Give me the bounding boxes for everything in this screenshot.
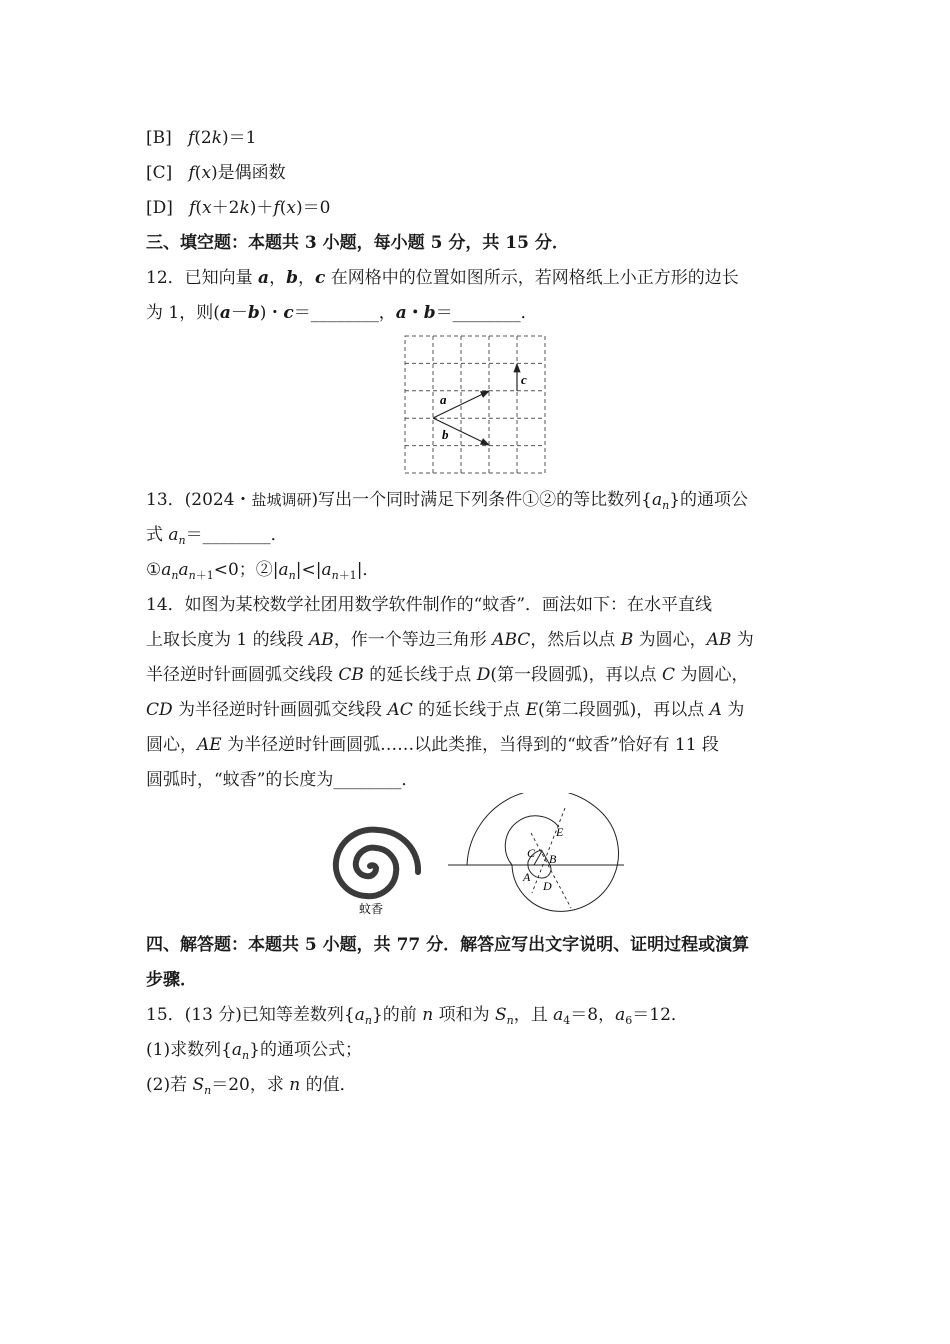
q15-text: (2)若 [146,1075,193,1095]
q15-text: }的前 [371,1005,423,1025]
q15-part2 [146,1074,357,1102]
q15-text: 15．(13 分)已知等差数列{ [146,1005,355,1025]
q12-vec-a: a [258,268,270,288]
q15-n: n [422,1005,434,1025]
q15-a: a [615,1005,626,1025]
q14-seg: AB [706,630,732,650]
label-c: c [521,372,527,387]
coil-spiral [336,830,418,897]
option-d-p2: ( [279,198,287,218]
point-e: E [556,825,564,839]
q12-dot: ・ [406,303,424,323]
q15-n: n [289,1075,301,1095]
q13-text: )写出一个同时满足下列条件①②的等比数列{ [311,490,652,510]
q14-text: 圆心， [146,735,197,755]
q14-pt: D [476,665,491,685]
q13-a: a [652,490,663,510]
q13-sub-n: n [178,534,186,547]
q14-seg: AC [387,700,413,720]
q15-a: a [553,1005,564,1025]
option-d-fn2: f [273,198,280,218]
q12-vec-b: b [247,303,260,323]
q14-seg: AE [197,735,222,755]
q12-vec-c: c [314,268,326,288]
option-d-p1: ( [195,198,203,218]
q12-text: 在网格中的位置如图所示，若网格纸上小正方形的边长 [325,268,739,288]
option-d [146,197,330,219]
q12-text: 12．已知向量 [146,268,259,288]
q14-text: 上取长度为 1 的线段 [146,630,310,650]
q14-pt: E [525,700,538,720]
q14-text: 为半径逆时针画圆弧……以此类推，当得到的“蚊香”恰好有 11 段 [221,735,719,755]
mosquito-coil-image [318,826,428,922]
q14-text: 为圆心， [675,665,749,685]
q12-blank-2: ＝________． [435,303,538,323]
q15-s: S [494,1005,507,1025]
q12-line1 [146,267,739,289]
option-b [146,127,257,149]
q15-a: a [231,1040,243,1060]
q12-vec-b: b [286,268,298,288]
q12-line2 [146,302,538,324]
q15-text: ＝12． [632,1005,688,1025]
q13-conditions [146,559,379,587]
option-d-close: )＋ [249,198,274,218]
q13-sub-n: n [188,569,196,582]
q13-sub-n: n [288,569,296,582]
q13-a: a [321,560,332,580]
option-c-var: x [201,163,212,183]
option-b-var: k [211,128,223,148]
q13-text: |<| [295,560,322,580]
q13-sub-plus1: ＋1 [338,569,357,582]
q14-seg: AB [309,630,334,650]
option-b-label: [B] [146,128,172,148]
q14-text: 为半径逆时针画圆弧交线段 [172,700,388,720]
q14-text: (第二段圆弧)，再以点 [537,700,710,720]
option-c-paren: ( [194,163,202,183]
vector-grid-figure [402,334,548,476]
q14-text: ，作一个等边三角形 [333,630,493,650]
q15-s: S [192,1075,205,1095]
q12-comma: ， [269,268,287,288]
q12-text: )・ [259,303,284,323]
section-3-heading: 三、填空题：本题共 3 小题，每小题 5 分，共 15 分． [146,233,569,253]
point-c: C [527,846,536,860]
option-c-label: [C] [146,163,173,183]
q15-a: a [354,1005,365,1025]
section-4-heading-line1: 四、解答题：本题共 5 小题，共 77 分．解答应写出文字说明、证明过程或演算 [146,935,750,955]
q15-text: 的值． [300,1075,357,1095]
q12-vec-b: b [423,303,436,323]
option-d-tail: )＝0 [295,198,331,218]
q15-text: ＝8， [570,1005,616,1025]
option-d-fn1: f [189,198,196,218]
q15-sub-6: 6 [625,1014,633,1027]
q13-sub-n: n [331,569,339,582]
q15-sub-n: n [364,1014,372,1027]
option-b-arg: (2 [194,128,212,148]
q14-text: (第一段圆弧)，再以点 [490,665,663,685]
q13-text: 式 [146,525,169,545]
q14-text: 半径逆时针画圆弧交线段 [146,665,339,685]
option-c-tail: )是偶函数 [211,163,286,183]
q13-a: a [278,560,289,580]
q12-blank-1: ＝________， [293,303,396,323]
q13-sub-n: n [171,569,179,582]
q13-a: a [161,560,172,580]
q14-line4 [146,699,744,721]
option-d-k: k [239,198,250,218]
q13-text: 13．(2024・ [146,490,252,510]
q14-line6: 圆弧时，“蚊香”的长度为________． [146,770,419,790]
option-d-x2: x [286,198,296,218]
q14-pt: A [709,700,722,720]
q15-line1 [146,1004,688,1032]
point-b: B [549,852,557,866]
q13-cond1-mark: ① [146,560,162,580]
q13-line2 [146,524,288,552]
q14-line5 [146,734,719,756]
q13-sub-plus1: ＋1 [195,569,214,582]
q13-line1 [146,489,748,517]
option-c-fn: f [188,163,195,183]
q14-text: 的延长线于点 [412,700,526,720]
q12-vec-a: a [395,303,407,323]
q12-comma: ， [297,268,315,288]
option-b-tail: )＝1 [222,128,257,148]
spiral-diagram [446,793,626,915]
q14-pt: B [620,630,634,650]
q15-sub-n: n [204,1084,212,1097]
q14-seg: CD [146,700,173,720]
q12-minus: － [230,303,248,323]
q14-text: 为圆心， [633,630,707,650]
option-d-label: [D] [146,198,173,218]
q13-sub-n: n [662,499,670,512]
q13-a: a [168,525,179,545]
point-a: A [523,870,531,884]
option-d-plus: ＋2 [211,198,240,218]
option-c [146,162,286,184]
point-d: D [543,879,552,893]
q15-text: (1)求数列{ [146,1040,232,1060]
q14-text: 的延长线于点 [363,665,477,685]
q15-sub-4: 4 [563,1014,571,1027]
q15-sub-n: n [242,1049,250,1062]
q13-text: |． [356,560,380,580]
option-d-x1: x [202,198,212,218]
q13-text: }的通项公 [669,490,749,510]
q15-text: ，且 [513,1005,554,1025]
q13-source: 盐城调研 [251,491,312,509]
q15-part1 [146,1039,362,1067]
q15-text: }的通项公式； [249,1040,362,1060]
q14-tri: ABC [492,630,531,650]
q14-line3 [146,664,748,686]
q13-a: a [178,560,189,580]
q14-text: 为 [731,630,754,650]
label-a: a [440,392,447,407]
label-b: b [442,427,449,442]
q14-line1: 14．如图为某校数学社团用数学软件制作的“蚊香”．画法如下：在水平直线 [146,595,713,615]
q13-text: <0；②| [213,560,279,580]
q14-text: ，然后以点 [530,630,621,650]
q14-pt: C [662,665,676,685]
option-b-fn: f [187,128,195,148]
q14-line2 [146,629,754,651]
q15-text: 项和为 [433,1005,495,1025]
grid-lines [405,336,545,473]
section-4-heading-line2: 步骤． [146,970,197,990]
q15-text: ＝20，求 [211,1075,290,1095]
coil-caption: 蚊香 [359,902,384,916]
q13-blank: ＝________． [185,525,288,545]
q12-vec-a: a [219,303,231,323]
q15-sub-n: n [506,1014,514,1027]
q12-text: 为 1，则( [146,303,220,323]
q12-vec-c: c [283,303,294,323]
q14-seg: CB [338,665,364,685]
q14-text: 为 [721,700,745,720]
